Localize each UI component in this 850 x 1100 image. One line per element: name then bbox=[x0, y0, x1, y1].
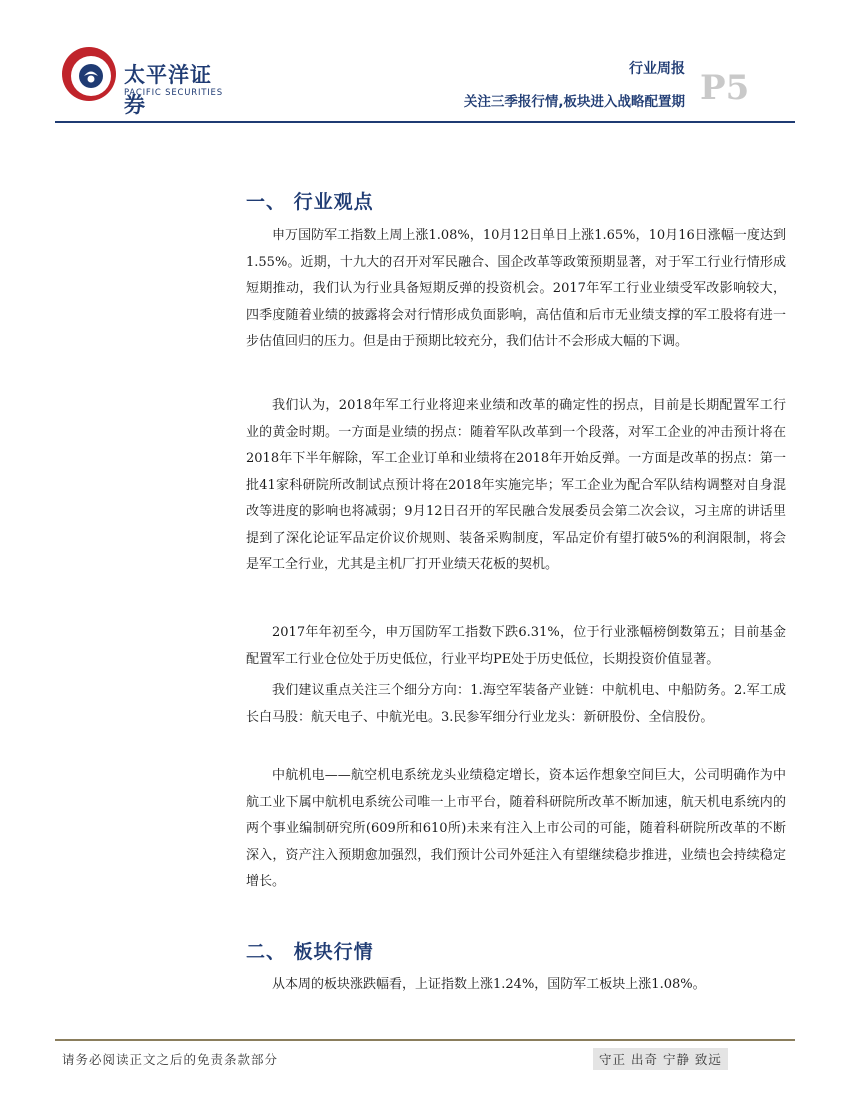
logo-name-cn: 太平洋证券 bbox=[124, 63, 212, 117]
report-title: 关注三季报行情,板块进入战略配置期 bbox=[463, 94, 685, 110]
footer-motto: 守正 出奇 宁静 致远 bbox=[593, 1048, 728, 1070]
paragraph: 我们建议重点关注三个细分方向：1.海空军装备产业链：中航机电、中船防务。2.军工成长白马股：航天电子、中航光电。3.民参军细分行业龙头：新研股份、全信股份。 bbox=[246, 683, 786, 725]
section-title-industry-view: 一、 行业观点 bbox=[246, 191, 374, 213]
report-type: 行业周报 bbox=[629, 61, 685, 77]
footer-divider bbox=[55, 1039, 795, 1041]
company-logo bbox=[60, 45, 230, 117]
page-marker: P5 bbox=[700, 68, 750, 108]
paragraph: 从本周的板块涨跌幅看，上证指数上涨1.24%，国防军工板块上涨1.08%。 bbox=[272, 977, 706, 992]
logo-name-en: PACIFIC SECURITIES bbox=[124, 88, 223, 98]
paragraph: 2017年年初至今，申万国防军工指数下跌6.31%，位于行业涨幅榜倒数第五；目前基金配置军工行业仓位处于历史低位，行业平均PE处于历史低位，长期投资价值显著。 bbox=[246, 625, 786, 667]
paragraph: 申万国防军工指数上周上涨1.08%，10月12日单日上涨1.65%，10月16日涨幅一度达到1.55%。近期，十九大的召开对军民融合、国企改革等政策预期显著，对于军工行业行情形成短期推动，我们认为行业具备短期反弹的投资机会。2017年军工行业业绩受军改影响较大，四季度随着业绩的披露将会对行情形成负面影响，高估值和后市无业绩支撑的军工股将有进一步估值回归的压力。但是由于预期比较充分，我们估计不会形成大幅的下调。 bbox=[246, 228, 786, 349]
footer-disclaimer: 请务必阅读正文之后的免责条款部分 bbox=[62, 1052, 279, 1067]
pacific-logo-icon bbox=[60, 45, 118, 103]
section-title-sector-market: 二、 板块行情 bbox=[246, 941, 374, 963]
paragraph: 我们认为，2018年军工行业将迎来业绩和改革的确定性的拐点，目前是长期配置军工行业的黄金时期。一方面是业绩的拐点：随着军队改革到一个段落，对军工企业的冲击预计将在2018年下半年解除，军工企业订单和业绩将在2018年开始反弹。一方面是改革的拐点：第一批41家科研院所改制试点预计将在2018年实施完毕；军工企业为配合军队结构调整对自身混改等进度的影响也将减弱；9月12日召开的军民融合发展委员会第二次会议，习主席的讲话里提到了深化论证军品定价议价规则、装备采购制度，军品定价有望打破5%的利润限制，将会是军工全行业，尤其是主机厂打开业绩天花板的契机。 bbox=[246, 398, 786, 572]
header-divider bbox=[55, 121, 795, 123]
paragraph: 中航机电——航空机电系统龙头业绩稳定增长，资本运作想象空间巨大，公司明确作为中航工业下属中航机电系统公司唯一上市平台，随着科研院所改革不断加速，航天机电系统内的两个事业编制研究所(609所和610所)未来有注入上市公司的可能，随着科研院所改革的不断深入，资产注入预期愈加强烈，我们预计公司外延注入有望继续稳步推进，业绩也会持续稳定增长。 bbox=[246, 768, 786, 889]
